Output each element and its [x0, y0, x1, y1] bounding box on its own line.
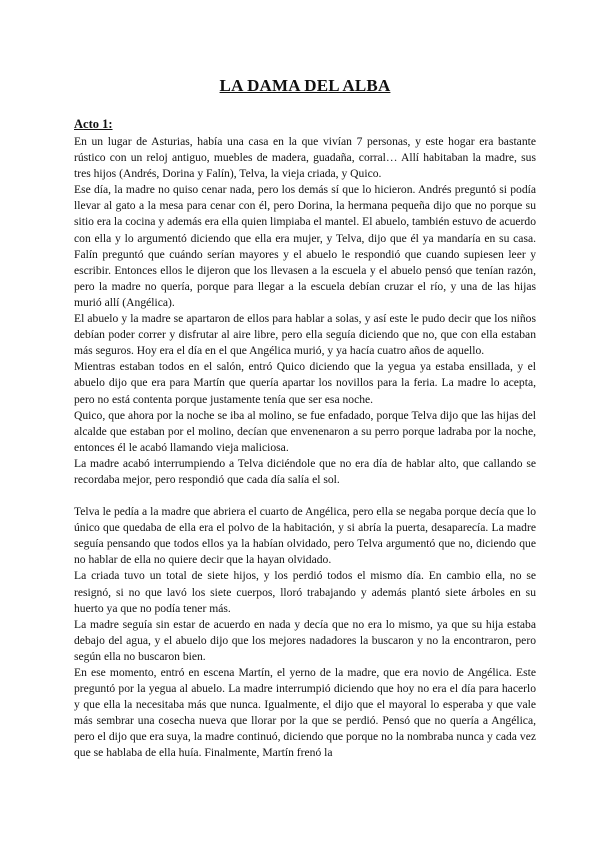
paragraph: La criada tuvo un total de siete hijos, y los perdió todos el mismo día. En cambio ella, no se resignó, si no que lavó los siete cuerpos, lloró trabajando y además plantó siete árboles en su huerto ya que no podía tener más.: [74, 569, 536, 615]
paragraph: La madre acabó interrumpiendo a Telva diciéndole que no era día de hablar alto, que callando se recordaba mejor, pero respondió que cada día salía el sol.: [74, 456, 536, 486]
document-body: [74, 134, 536, 762]
paragraph: Ese día, la madre no quiso cenar nada, pero los demás sí que lo hicieron. Andrés preguntó si podía llevar al gato a la mesa para cenar con él, pero Dorina, la hermana pequeña dijo que no porque su sitio era la cocina y además era ella quien limpiaba el mantel. El abuelo, también estuvo de acuerdo con ella y lo argumentó diciendo que ella era mujer, y Telva, dijo que él ya mandaría en su casa. Falín preguntó que cuándo serían mayores y el abuelo le respondió que cuando supiesen leer y escribir. Entonces ellos le dijeron que los llevasen a la escuela y el abuelo pensó que tenían razón, pero la madre no quería, porque para llegar a la escuela debían cruzar el río, y una de las hijas murió allí (Angélica).: [74, 183, 536, 309]
paragraph: Telva le pedía a la madre que abriera el cuarto de Angélica, pero ella se negaba porque decía que lo único que quedaba de ella era el polvo de la habitación, y si abría la puerta, desaparecía. La madre seguía pensando que todos ellos ya la habían olvidado, pero Telva argumentó que no, diciendo que no hablar de ella no quiere decir que la hayan olvidado.: [74, 505, 536, 567]
paragraph: En ese momento, entró en escena Martín, el yerno de la madre, que era novio de Angélica. Este preguntó por la yegua al abuelo. La madre interrumpió diciendo que hoy no era el día para hacerlo y que ella la necesitaba más que nunca. Igualmente, el dijo que el mayoral lo esperaba y que vale más sembrar una cosecha nueva que llorar por la que se perdió. Pensó que no quería a Angélica, pero el dijo que era suya, la madre continuó, diciendo que porque no la nombraba nunca y cada vez que se hablaba de ella huía. Finalmente, Martín frenó la: [74, 666, 536, 760]
paragraph: Mientras estaban todos en el salón, entró Quico diciendo que la yegua ya estaba ensillada, y el abuelo dijo que era para Martín que quería apartar los novillos para la feria. La madre lo acepta, pero no está contenta porque justamente tenía que ser esa noche.: [74, 360, 536, 406]
document-title: LA DAMA DEL ALBA: [219, 76, 391, 95]
paragraph: El abuelo y la madre se apartaron de ellos para hablar a solas, y así este le pudo decir que los niños debían poder correr y disfrutar al aire libre, pero ella seguía diciendo que no, que con ella estaban más seguros. Hoy era el día en el que Angélica murió, y ya hacía cuatro años de aquello.: [74, 312, 536, 358]
paragraph: La madre seguía sin estar de acuerdo en nada y decía que no era lo mismo, ya que su hija estaba debajo del agua, y el abuelo dijo que los mejores nadadores la buscaron y no la encontraron, pero según ella no buscaron bien.: [74, 617, 536, 663]
paragraph: En un lugar de Asturias, había una casa en la que vivían 7 personas, y este hogar era bastante rústico con un reloj antiguo, muebles de madera, guadaña, corral… Allí habitaban la madre, sus tres hijos (Andrés, Dorina y Falín), Telva, la vieja criada, y Quico.: [74, 135, 536, 181]
act-heading: Acto 1:: [74, 117, 113, 131]
paragraph: Quico, que ahora por la noche se iba al molino, se fue enfadado, porque Telva dijo que las hijas del alcalde que estaban por el molino, decían que envenenaron a su perro porque ladraba por la noche, entonces él le acabó llamando vieja maliciosa.: [74, 408, 536, 454]
